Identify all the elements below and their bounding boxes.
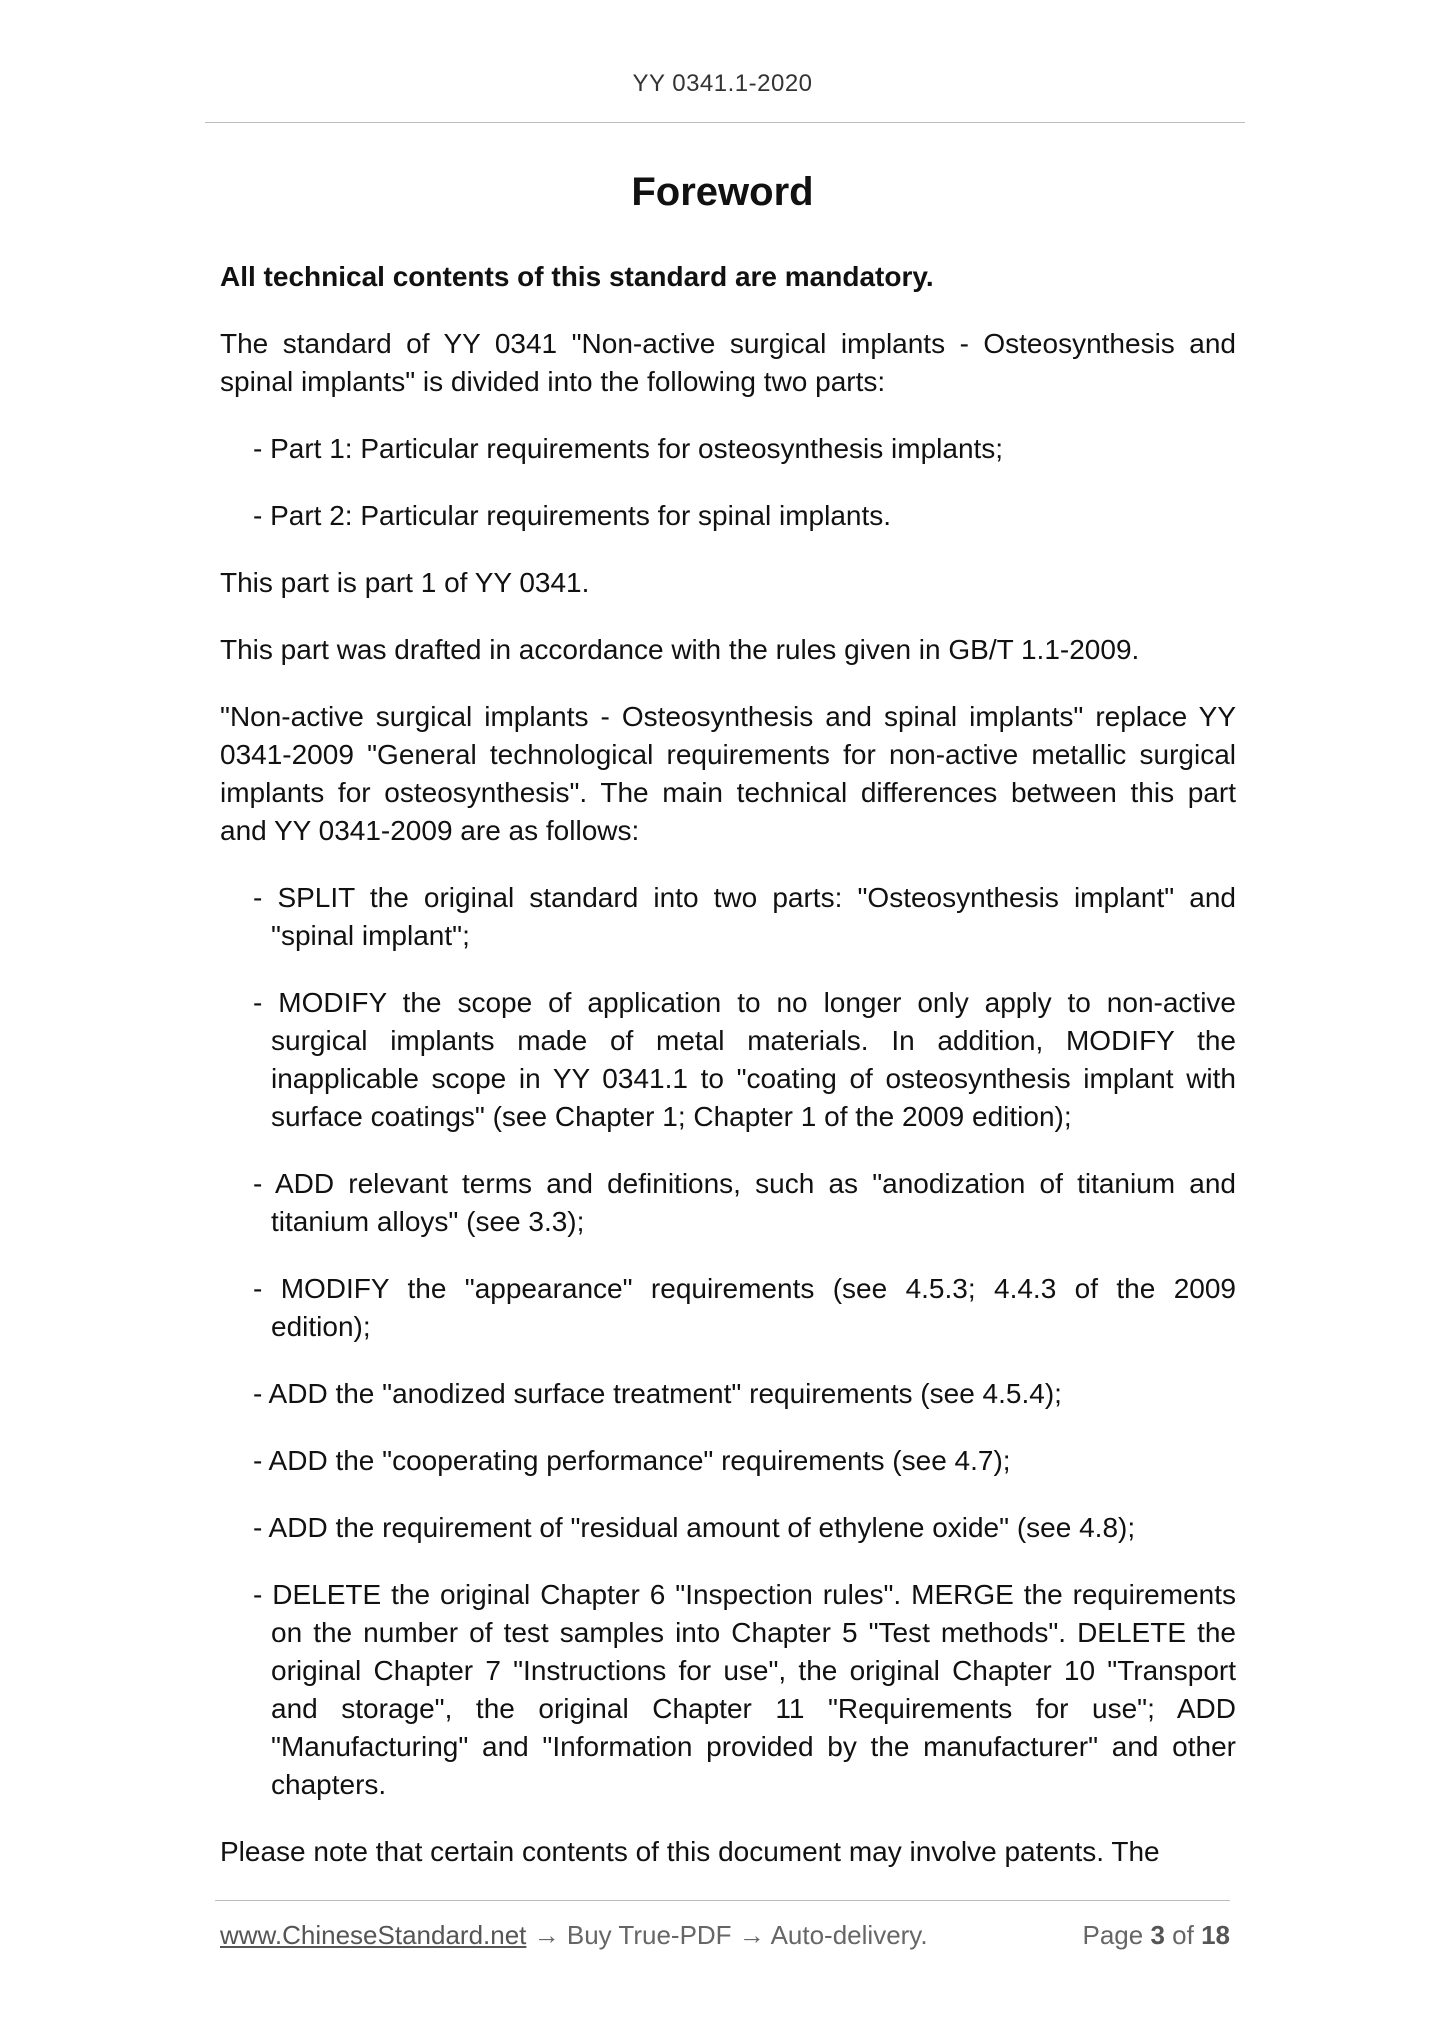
mandatory-statement: All technical contents of this standard are mandatory. (220, 261, 934, 292)
document-id-header: YY 0341.1-2020 (632, 70, 813, 97)
page-title: Foreword (631, 170, 814, 214)
chinesestandard-link[interactable]: www.ChineseStandard.net (220, 1920, 527, 1950)
change-list-item: - DELETE the original Chapter 6 "Inspection rules". MERGE the requirements on the number of test samples into Chapter 5 "Test methods". DELETE the original Chapter 7 "Instructions for use", the original Chapter 10 "Transport and storage", the original Chapter 11 "Requirements for use"; ADD "Manufacturing" and "Information provided by the manufacturer" and other chapters. (253, 1579, 1236, 1800)
page-indicator (1082, 1920, 1230, 1951)
replacement-paragraph: "Non-active surgical implants - Osteosynthesis and spinal implants" replace YY 0341-2009 "General technological requirements for non-active metallic surgical implants for osteosynthesis". The main technical differences between this part and YY 0341-2009 are as follows: (220, 701, 1236, 846)
part-list-item: - Part 1: Particular requirements for osteosynthesis implants; (253, 433, 1004, 464)
current-page-number: 3 (1150, 1920, 1165, 1950)
standard-intro-paragraph: The standard of YY 0341 "Non-active surgical implants - Osteosynthesis and spinal implants" is divided into the following two parts: (220, 328, 1236, 397)
change-list-item: - SPLIT the original standard into two parts: "Osteosynthesis implant" and "spinal implant"; (253, 882, 1236, 951)
patent-note-paragraph: Please note that certain contents of this document may involve patents. The (220, 1836, 1160, 1867)
part-number-paragraph: This part is part 1 of YY 0341. (220, 567, 590, 598)
document-body (220, 258, 1236, 1900)
part-list-item: - Part 2: Particular requirements for spinal implants. (253, 500, 892, 531)
change-list-item: - ADD the "anodized surface treatment" requirements (see 4.5.4); (253, 1378, 1062, 1409)
change-list-item: - ADD the "cooperating performance" requirements (see 4.7); (253, 1445, 1011, 1476)
of-word: of (1172, 1920, 1194, 1950)
footer-tagline: → Buy True-PDF → Auto-delivery. (526, 1920, 928, 1950)
footer-divider (215, 1900, 1230, 1901)
change-list-item: - ADD the requirement of "residual amount of ethylene oxide" (see 4.8); (253, 1512, 1136, 1543)
page-word: Page (1082, 1920, 1144, 1950)
total-pages-number: 18 (1201, 1920, 1230, 1950)
change-list-item: - ADD relevant terms and definitions, such as "anodization of titanium and titanium alloys" (see 3.3); (253, 1168, 1236, 1237)
change-list-item: - MODIFY the "appearance" requirements (see 4.5.3; 4.4.3 of the 2009 edition); (253, 1273, 1236, 1342)
header-divider (205, 122, 1245, 123)
drafting-rules-paragraph: This part was drafted in accordance with the rules given in GB/T 1.1-2009. (220, 634, 1140, 665)
page-footer (220, 1920, 1230, 1951)
change-list-item: - MODIFY the scope of application to no longer only apply to non-active surgical implants made of metal materials. In addition, MODIFY the inapplicable scope in YY 0341.1 to "coating of osteosynthesis implant with surface coatings" (see Chapter 1; Chapter 1 of the 2009 edition); (253, 987, 1236, 1132)
